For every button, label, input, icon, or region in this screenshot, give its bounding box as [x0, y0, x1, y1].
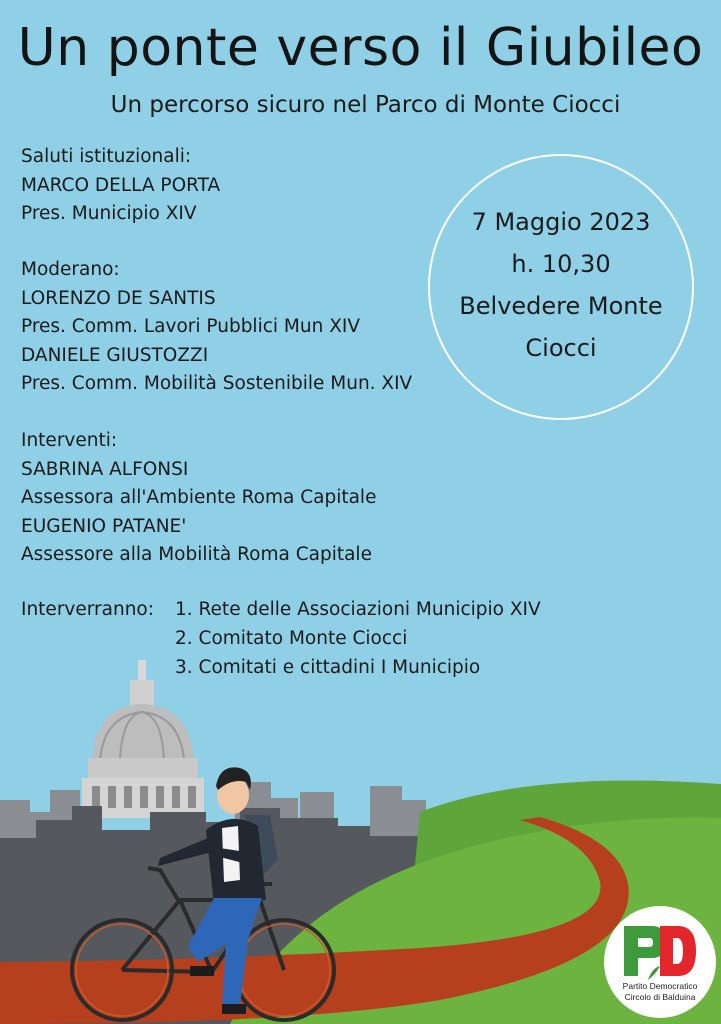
speaker-role: Assessora all'Ambiente Roma Capitale — [21, 487, 377, 508]
event-date: 7 Maggio 2023 — [471, 208, 651, 236]
moderator-role: Pres. Comm. Lavori Pubblici Mun XIV — [21, 316, 360, 337]
moderator-role: Pres. Comm. Mobilità Sostenibile Mun. XIV — [21, 373, 413, 394]
speaker-name: EUGENIO PATANE' — [21, 515, 187, 537]
event-time: h. 10,30 — [511, 250, 611, 278]
list-item: 2. Comitato Monte Ciocci — [175, 628, 408, 649]
saluti-heading: Saluti istituzionali: — [21, 146, 192, 167]
dome-icon — [82, 660, 204, 818]
list-item: 3. Comitati e cittadini I Municipio — [175, 657, 481, 678]
moderator-name: LORENZO DE SANTIS — [21, 287, 216, 309]
moderator-name: DANIELE GIUSTOZZI — [21, 344, 209, 366]
speaker-name: SABRINA ALFONSI — [21, 458, 189, 480]
pd-logo — [604, 906, 716, 1018]
speaker-role: Assessore alla Mobilità Roma Capitale — [21, 544, 372, 565]
saluti-name: MARCO DELLA PORTA — [21, 174, 221, 196]
moderano-heading: Moderano: — [21, 259, 120, 280]
poster-subtitle: Un percorso sicuro nel Parco di Monte Ciocci — [110, 92, 621, 118]
interverranno-heading: Interverranno: — [21, 599, 154, 620]
poster-title: Un ponte verso il Giubileo — [17, 18, 704, 78]
event-info — [428, 201, 694, 369]
logo-text: Partito Democratico — [622, 981, 698, 991]
saluti-section — [21, 143, 220, 229]
interventi-heading: Interventi: — [21, 430, 118, 451]
logo-text: Circolo di Balduina — [624, 992, 696, 1002]
list-item: 1. Rete delle Associazioni Municipio XIV — [175, 599, 541, 620]
event-place: Ciocci — [525, 334, 597, 362]
event-place: Belvedere Monte — [459, 292, 663, 320]
saluti-role: Pres. Municipio XIV — [21, 203, 197, 224]
moderano-section — [21, 256, 412, 399]
interventi-section — [21, 427, 376, 570]
pd-logo-icon — [622, 924, 698, 982]
